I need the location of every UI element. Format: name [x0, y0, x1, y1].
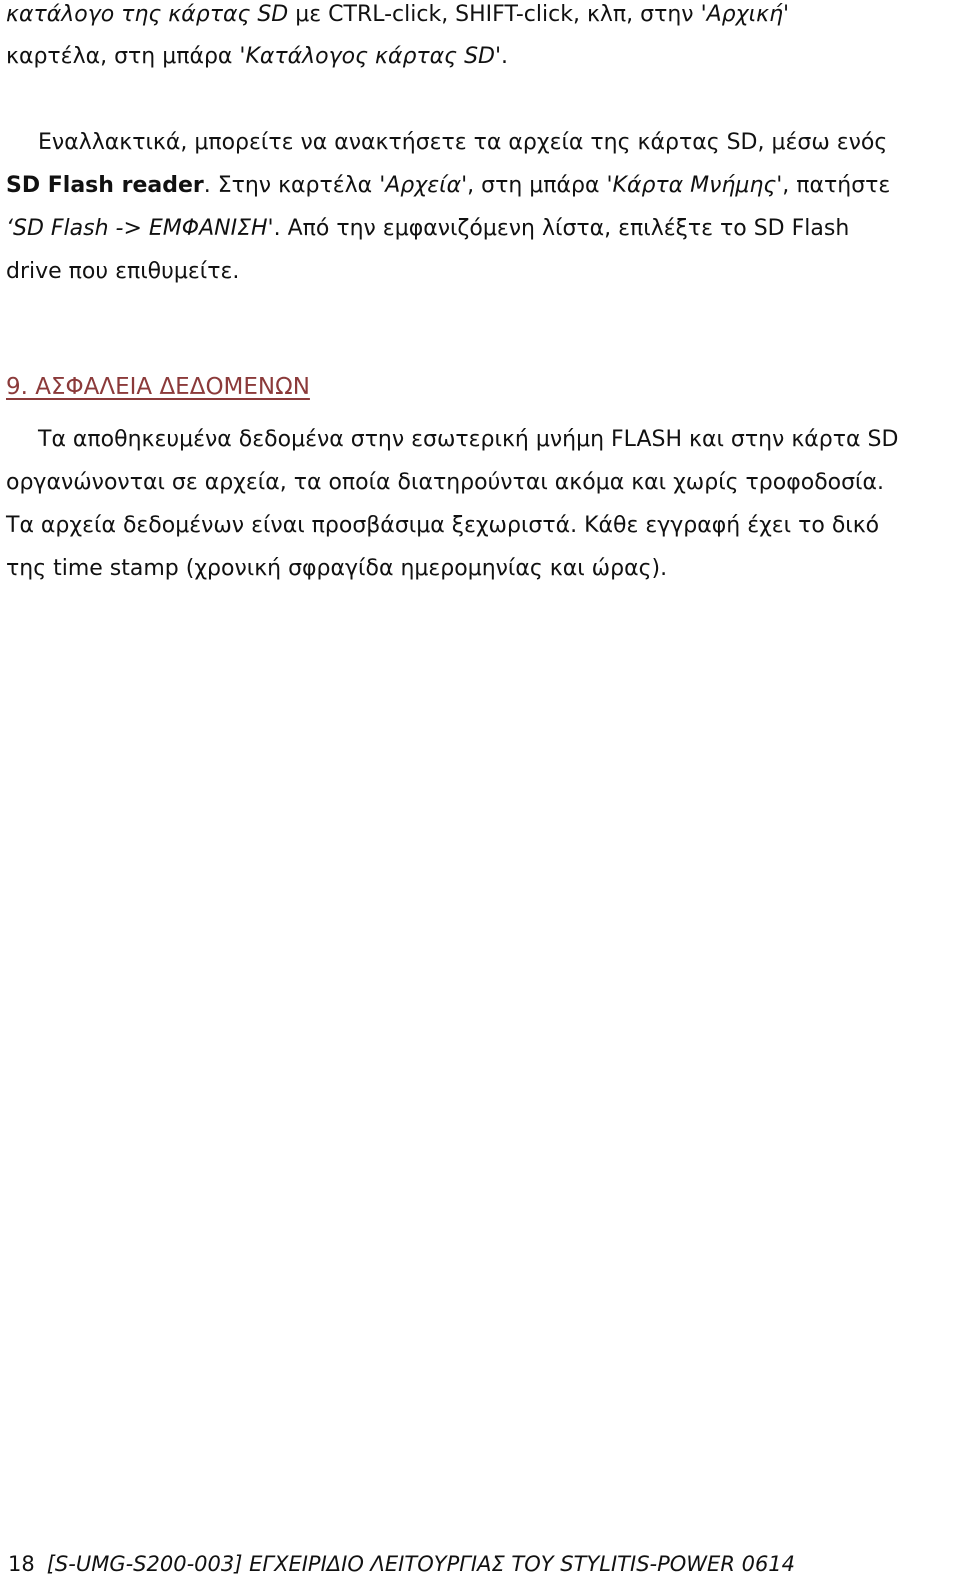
text-line: drive που επιθυμείτε. — [6, 259, 240, 284]
body-text: , πατήστε — [782, 173, 891, 198]
text-line: της time stamp (χρονική σφραγίδα ημερομηνίας και ώρας). — [6, 556, 668, 581]
emphasis-text: 'Κατάλογος κάρτας SD' — [239, 44, 502, 69]
bold-text: SD Flash reader — [6, 173, 204, 198]
body-text: . — [501, 44, 509, 69]
page-number: 18 — [8, 1552, 35, 1576]
text-line: οργανώνονται σε αρχεία, τα οποία διατηρούνται ακόμα και χωρίς τροφοδοσία. — [6, 470, 884, 495]
text-line: Τα αποθηκευμένα δεδομένα στην εσωτερική μνήμη FLASH και στην κάρτα SD — [38, 427, 899, 452]
text-line — [6, 42, 508, 72]
text-line — [6, 171, 890, 201]
body-text: , στη μπάρα — [467, 173, 607, 198]
text-line: Εναλλακτικά, μπορείτε να ανακτήσετε τα αρχεία της κάρτας SD, μέσω ενός — [38, 130, 888, 155]
emphasis-text: ‘SD Flash -> ΕΜΦΑΝΙΣΗ' — [6, 216, 274, 241]
body-text: . Από την εμφανιζόμενη λίστα, επιλέξτε το SD Flash — [273, 216, 850, 241]
body-text: με CTRL-click, SHIFT-click, κλπ, στην — [288, 2, 701, 27]
body-text: καρτέλα, στη μπάρα — [6, 44, 240, 69]
body-text: . Στην καρτέλα — [203, 173, 380, 198]
text-line — [6, 214, 849, 244]
emphasis-text: 'Αρχεία' — [379, 173, 468, 198]
emphasis-text: 'Αρχική' — [700, 2, 790, 27]
text-line — [6, 0, 789, 30]
document-title: [S-UMG-S200-003] ΕΓΧΕΙΡΙΔΙΟ ΛΕΙΤΟΥΡΓΙΑΣ ΤΟΥ STYLITIS-POWER 0614 — [46, 1552, 796, 1576]
section-heading: 9. ΑΣΦΑΛΕΙΑ ΔΕΔΟΜΕΝΩΝ — [6, 374, 310, 400]
text-line: Τα αρχεία δεδομένων είναι προσβάσιμα ξεχωριστά. Κάθε εγγραφή έχει το δικό — [6, 513, 880, 538]
emphasis-text: 'Κάρτα Μνήμης' — [606, 173, 783, 198]
page-footer — [8, 1551, 795, 1577]
emphasis-text: κατάλογο της κάρτας SD — [6, 2, 289, 27]
